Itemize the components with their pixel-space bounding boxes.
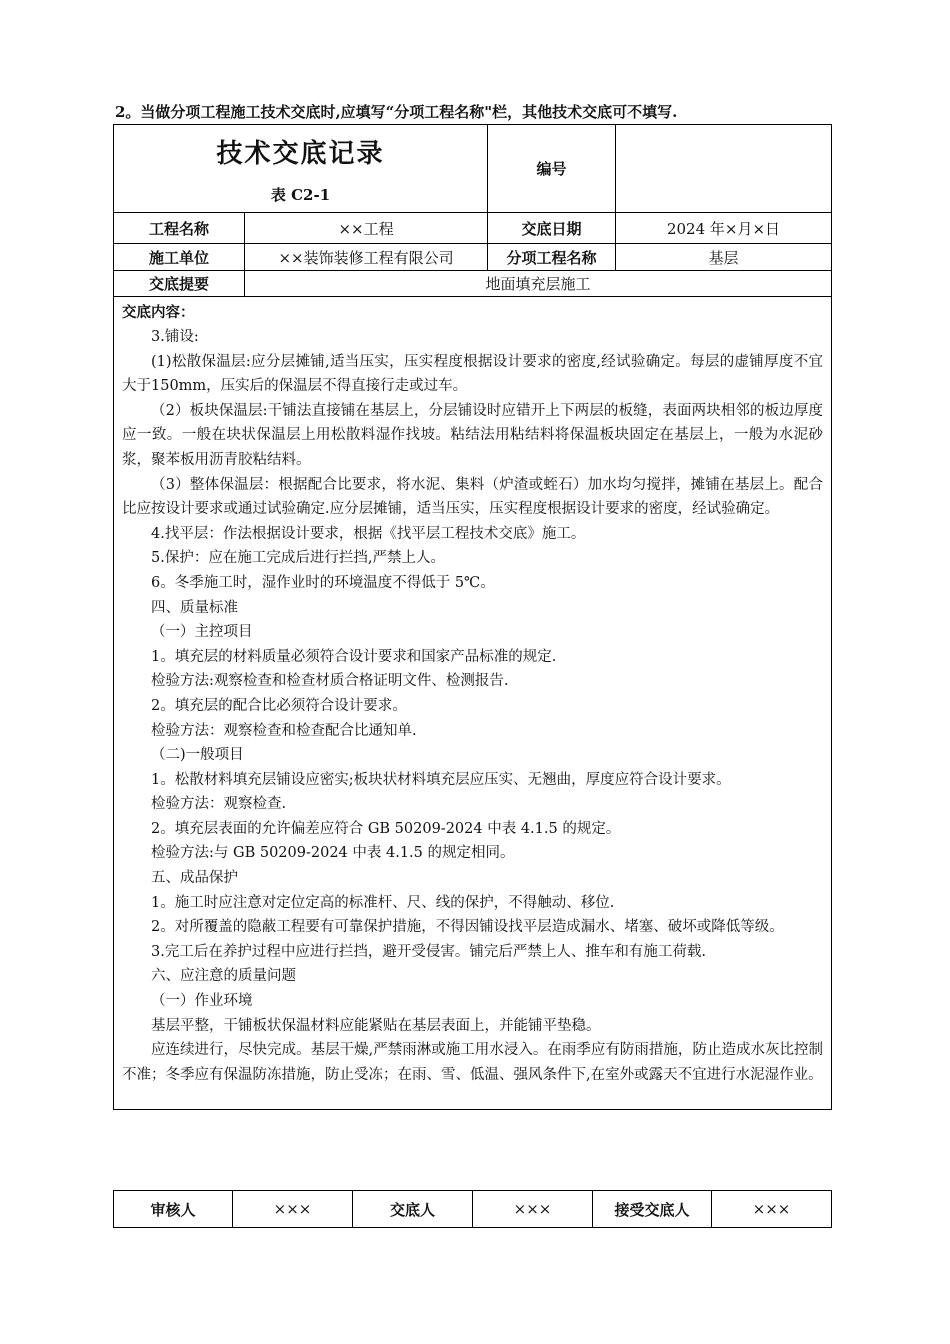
content-heading: 交底内容： [122, 305, 195, 321]
content-paragraph: 检验方法:与 GB 50209-2024 中表 4.1.5 的规定相同。 [151, 845, 515, 862]
summary-value: 地面填充层施工 [245, 271, 832, 297]
construction-unit-value: ××装饰装修工程有限公司 [245, 244, 488, 271]
content-paragraph: 应连续进行，尽快完成。基层干燥,严禁雨淋或施工用水浸入。在雨季应有防雨措施，防止造成水灰比控制不准；冬季应有保温防冻措施，防止受冻；在雨、雪、低温、强风条件下,在室外或露天不宜进行水泥湿作业。 [122, 1042, 824, 1083]
construction-unit-label: 施工单位 [114, 244, 245, 271]
content-paragraph: 1。填充层的材料质量必须符合设计要求和国家产品标准的规定. [151, 648, 557, 665]
disclosure-date-value: 2024 年×月×日 [616, 213, 832, 244]
project-name-label: 工程名称 [114, 213, 245, 244]
form-note: 2。当做分项工程施工技术交底时,应填写“分项工程名称"栏，其他技术交底可不填写. [115, 103, 678, 121]
document-title: 技术交底记录 [216, 138, 385, 169]
content-paragraph: （一）主控项目 [151, 624, 253, 641]
content-paragraph: 五、成品保护 [151, 870, 238, 887]
content-paragraph: 6。冬季施工时，湿作业时的环境温度不得低于 5℃。 [151, 574, 495, 591]
content-paragraph: 检验方法:观察检查和检查材质合格证明文件、检测报告. [151, 673, 509, 690]
receiver-label: 接受交底人 [593, 1191, 712, 1228]
content-paragraph: 2。填充层的配合比必须符合设计要求。 [151, 697, 407, 714]
content-paragraph: 六、应注意的质量问题 [151, 968, 296, 985]
subproject-name-label: 分项工程名称 [488, 244, 616, 271]
project-name-value: ××工程 [245, 213, 488, 244]
content-paragraph: 检验方法：观察检查和检查配合比通知单. [151, 722, 417, 739]
subproject-name-value: 基层 [616, 244, 832, 271]
signature-table [113, 1190, 832, 1228]
summary-label: 交底提要 [114, 271, 245, 297]
content-paragraph: 1。松散材料填充层铺设应密实;板块状材料填充层应压实、无翘曲，厚度应符合设计要求。 [151, 771, 731, 788]
presenter-label: 交底人 [353, 1191, 473, 1228]
content-paragraph: 四、质量标准 [151, 599, 238, 616]
content-paragraph: （一）作业环境 [151, 993, 253, 1010]
disclosure-date-label: 交底日期 [488, 213, 616, 244]
title-cell [114, 125, 488, 213]
presenter-value: ××× [473, 1191, 593, 1228]
reviewer-value: ××× [233, 1191, 353, 1228]
content-paragraph: （二)一般项目 [151, 747, 244, 764]
technical-disclosure-table [113, 124, 832, 1110]
receiver-value: ××× [712, 1191, 832, 1228]
reviewer-label: 审核人 [114, 1191, 233, 1228]
content-paragraph: 4.找平层：作法根据设计要求，根据《找平层工程技术交底》施工。 [151, 525, 586, 542]
content-paragraph: （2）板块保温层:干铺法直接铺在基层上，分层铺设时应错开上下两层的板缝，表面两块相邻的板边厚度应一致。一般在块状保温层上用松散料湿作找坡。粘结法用粘结料将保温板块固定在基层上，一般为水泥砂浆，聚苯板用沥青胶粘结料。 [122, 402, 824, 468]
content-paragraph: 1。施工时应注意对定位定高的标准杆、尺、线的保护，不得触动、移位. [151, 894, 615, 911]
content-paragraph: (1)松散保温层:应分层摊铺,适当压实，压实程度根据设计要求的密度,经试验确定。每层的虚铺厚度不宜大于150mm，压实后的保温层不得直接行走或过车。 [122, 353, 824, 395]
content-paragraph: 3.铺设: [151, 329, 199, 345]
content-paragraph: 2。对所覆盖的隐蔽工程要有可靠保护措施，不得因铺设找平层造成漏水、堵塞、破坏或降低等级。 [151, 919, 784, 936]
number-label: 编号 [488, 125, 616, 213]
number-value [616, 125, 832, 213]
content-paragraph: 2。填充层表面的允许偏差应符合 GB 50209-2024 中表 4.1.5 的规定。 [151, 820, 621, 837]
content-paragraph: 5.保护：应在施工完成后进行拦挡,严禁上人。 [151, 550, 445, 567]
content-paragraph: 3.完工后在养护过程中应进行拦挡，避开受侵害。铺完后严禁上人、推车和有施工荷载. [151, 943, 706, 960]
content-paragraph: 检验方法：观察检查. [151, 796, 287, 813]
content-paragraph: 基层平整，干铺板状保温材料应能紧贴在基层表面上，并能铺平垫稳。 [151, 1017, 601, 1034]
form-number: 表 C2-1 [270, 185, 331, 204]
content-paragraph: （3）整体保温层：根据配合比要求，将水泥、集料（炉渣或蛭石）加水均匀搅拌，摊铺在基层上。配合比应按设计要求或通过试验确定.应分层摊铺，适当压实，压实程度根据设计要求的密度，经试验确定。 [122, 476, 824, 518]
disclosure-content [114, 297, 832, 1110]
